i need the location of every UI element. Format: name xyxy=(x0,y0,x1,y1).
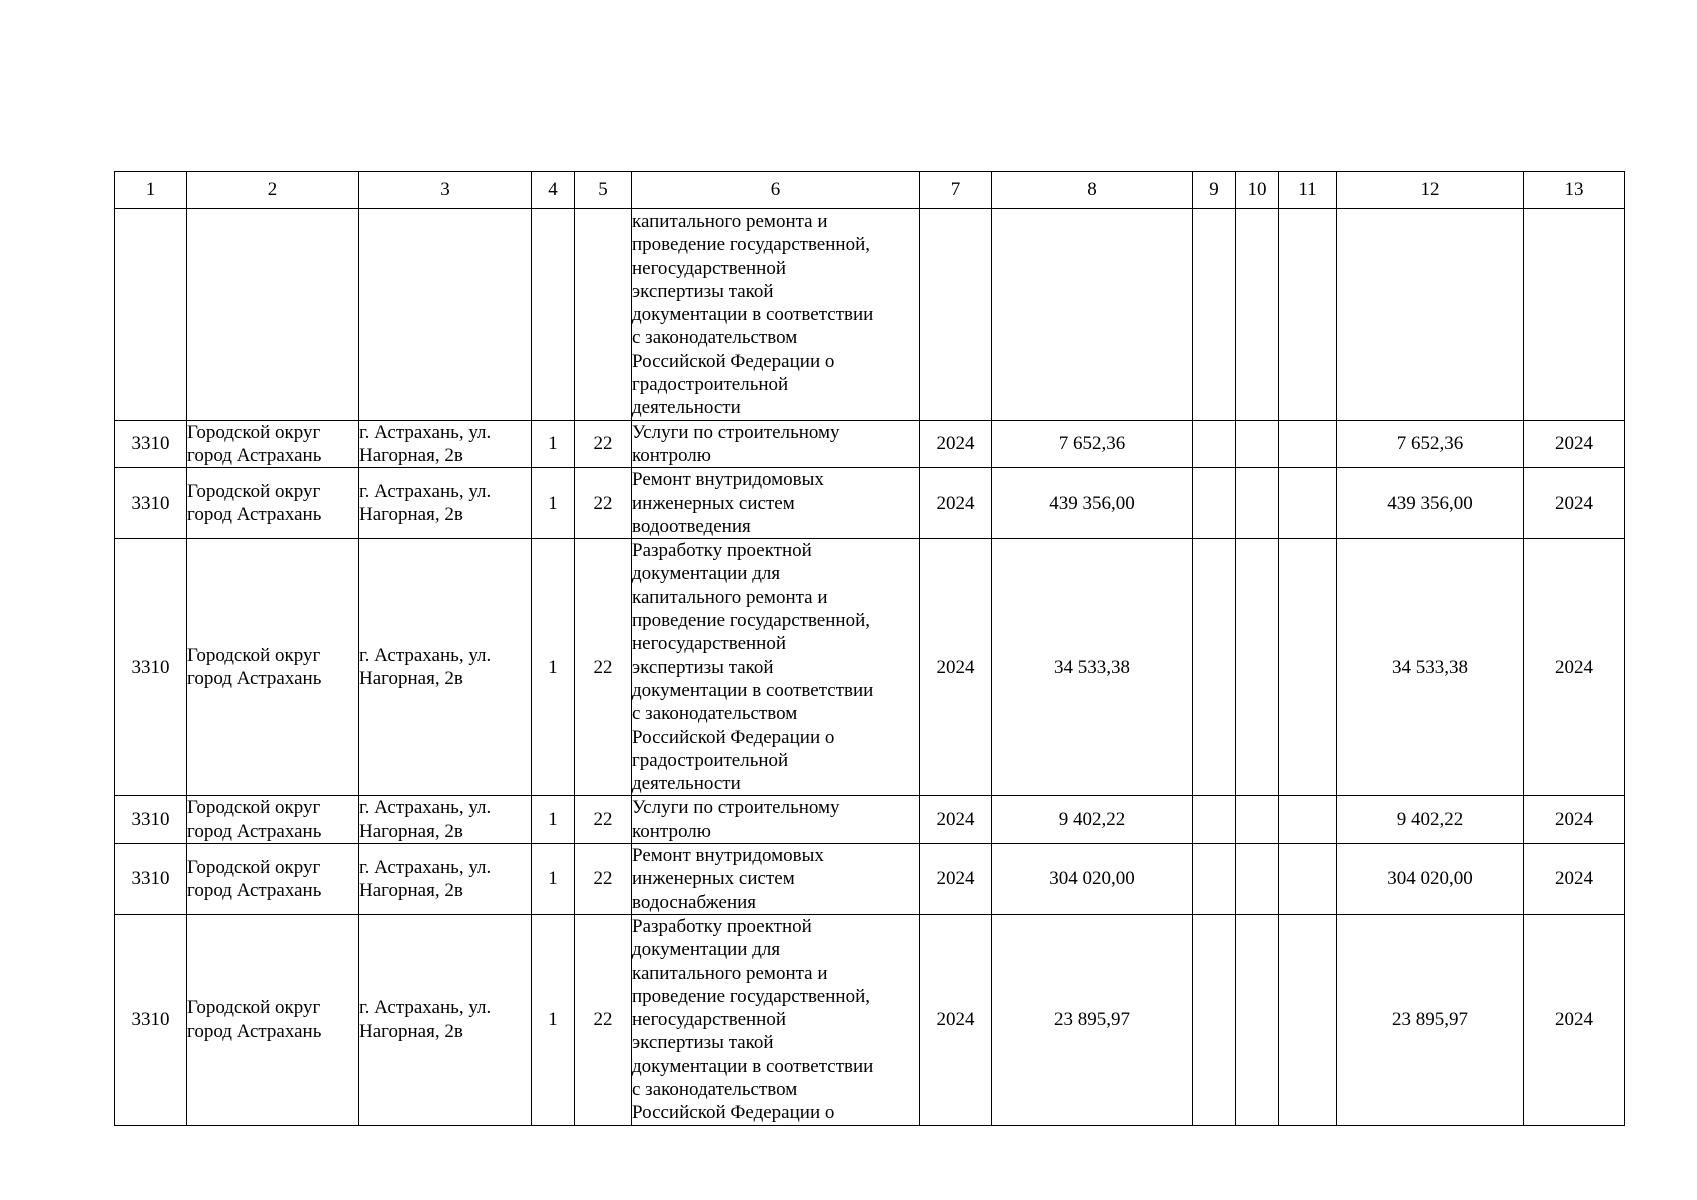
municipality-cell xyxy=(187,914,359,1125)
work-description: Ремонт внутридомовых инженерных систем водоснабжения xyxy=(632,845,824,913)
row-code: 3310 xyxy=(115,796,187,844)
municipality: Городской округ город Астрахань xyxy=(187,797,322,842)
row-code: 3310 xyxy=(115,914,187,1125)
col4-value: 1 xyxy=(532,796,575,844)
cost-total-value: 7 652,36 xyxy=(1337,420,1524,468)
col11-value xyxy=(1279,914,1337,1125)
col5-value: 22 xyxy=(575,420,632,468)
capital-repair-table xyxy=(114,171,1625,1126)
col11-value xyxy=(1279,844,1337,915)
address: г. Астрахань, ул. Нагорная, 2в xyxy=(359,856,492,901)
completion-year-value: 2024 xyxy=(1524,844,1625,915)
empty-cell xyxy=(575,209,632,421)
table-row xyxy=(115,914,1625,1125)
work-description-cell xyxy=(632,420,920,468)
year-value: 2024 xyxy=(920,468,992,539)
col10-value xyxy=(1236,420,1279,468)
cost-total-value: 23 895,97 xyxy=(1337,914,1524,1125)
address-cell xyxy=(359,844,532,915)
work-description: Услуги по строительному контролю xyxy=(632,421,840,466)
work-description: капитального ремонта и проведение государственной, негосударственной экспертизы такой документации в соответствии с законодательством Российской Федерации о градостроительной деятельности xyxy=(632,211,874,419)
address: г. Астрахань, ул. Нагорная, 2в xyxy=(359,997,492,1042)
cost-value: 7 652,36 xyxy=(992,420,1193,468)
col4-value: 1 xyxy=(532,420,575,468)
municipality-cell xyxy=(187,539,359,796)
column-header: 10 xyxy=(1236,172,1279,209)
table-row xyxy=(115,796,1625,844)
municipality: Городской округ город Астрахань xyxy=(187,997,322,1042)
cost-total-value: 34 533,38 xyxy=(1337,539,1524,796)
col10-value xyxy=(1236,539,1279,796)
col9-value xyxy=(1193,796,1236,844)
column-header: 6 xyxy=(632,172,920,209)
col9-value xyxy=(1193,539,1236,796)
year-value: 2024 xyxy=(920,914,992,1125)
work-description-cell xyxy=(632,209,920,421)
cost-value: 439 356,00 xyxy=(992,468,1193,539)
column-header: 1 xyxy=(115,172,187,209)
address-cell xyxy=(359,468,532,539)
empty-cell xyxy=(359,209,532,421)
column-header: 7 xyxy=(920,172,992,209)
empty-cell xyxy=(187,209,359,421)
empty-cell xyxy=(1193,209,1236,421)
col4-value: 1 xyxy=(532,539,575,796)
col10-value xyxy=(1236,468,1279,539)
address: г. Астрахань, ул. Нагорная, 2в xyxy=(359,644,492,690)
column-header: 13 xyxy=(1524,172,1625,209)
cost-total-value: 9 402,22 xyxy=(1337,796,1524,844)
row-code: 3310 xyxy=(115,420,187,468)
municipality: Городской округ город Астрахань xyxy=(187,480,322,526)
column-header: 5 xyxy=(575,172,632,209)
empty-cell xyxy=(115,209,187,421)
col5-value: 22 xyxy=(575,796,632,844)
empty-cell xyxy=(532,209,575,421)
work-description: Разработку проектной документации для капитального ремонта и проведение государственной, негосударственной экспертизы такой документации в соответствии с законодательством Российской Федерации о xyxy=(632,915,874,1124)
col5-value: 22 xyxy=(575,914,632,1125)
column-header: 9 xyxy=(1193,172,1236,209)
municipality: Городской округ город Астрахань xyxy=(187,421,322,466)
col10-value xyxy=(1236,844,1279,915)
continuation-row xyxy=(115,209,1625,421)
address-cell xyxy=(359,539,532,796)
year-value: 2024 xyxy=(920,796,992,844)
table-row xyxy=(115,468,1625,539)
row-code: 3310 xyxy=(115,844,187,915)
completion-year-value: 2024 xyxy=(1524,468,1625,539)
col5-value: 22 xyxy=(575,468,632,539)
year-value: 2024 xyxy=(920,420,992,468)
municipality-cell xyxy=(187,468,359,539)
work-description-cell xyxy=(632,539,920,796)
year-value: 2024 xyxy=(920,539,992,796)
municipality: Городской округ город Астрахань xyxy=(187,644,322,690)
address-cell xyxy=(359,420,532,468)
column-header: 3 xyxy=(359,172,532,209)
col10-value xyxy=(1236,796,1279,844)
work-description-cell xyxy=(632,468,920,539)
cost-value: 23 895,97 xyxy=(992,914,1193,1125)
empty-cell xyxy=(920,209,992,421)
completion-year-value: 2024 xyxy=(1524,420,1625,468)
address-cell xyxy=(359,796,532,844)
completion-year-value: 2024 xyxy=(1524,914,1625,1125)
empty-cell xyxy=(1279,209,1337,421)
col5-value: 22 xyxy=(575,539,632,796)
empty-cell xyxy=(1337,209,1524,421)
address: г. Астрахань, ул. Нагорная, 2в xyxy=(359,421,492,466)
cost-total-value: 439 356,00 xyxy=(1337,468,1524,539)
empty-cell xyxy=(1524,209,1625,421)
col4-value: 1 xyxy=(532,914,575,1125)
col11-value xyxy=(1279,796,1337,844)
work-description: Разработку проектной документации для капитального ремонта и проведение государственной, негосударственной экспертизы такой документации в соответствии с законодательством Российской Федерации о градостроительной деятельности xyxy=(632,540,874,795)
col9-value xyxy=(1193,468,1236,539)
col11-value xyxy=(1279,468,1337,539)
year-value: 2024 xyxy=(920,844,992,915)
table-row xyxy=(115,539,1625,796)
col4-value: 1 xyxy=(532,844,575,915)
municipality-cell xyxy=(187,796,359,844)
cost-value: 9 402,22 xyxy=(992,796,1193,844)
cost-total-value: 304 020,00 xyxy=(1337,844,1524,915)
col11-value xyxy=(1279,539,1337,796)
col9-value xyxy=(1193,914,1236,1125)
work-description: Услуги по строительному контролю xyxy=(632,797,840,842)
municipality: Городской округ город Астрахань xyxy=(187,856,322,901)
address: г. Астрахань, ул. Нагорная, 2в xyxy=(359,480,492,526)
col11-value xyxy=(1279,420,1337,468)
empty-cell xyxy=(1236,209,1279,421)
col4-value: 1 xyxy=(532,468,575,539)
column-header: 12 xyxy=(1337,172,1524,209)
work-description-cell xyxy=(632,914,920,1125)
col9-value xyxy=(1193,844,1236,915)
col5-value: 22 xyxy=(575,844,632,915)
completion-year-value: 2024 xyxy=(1524,796,1625,844)
address: г. Астрахань, ул. Нагорная, 2в xyxy=(359,797,492,842)
empty-cell xyxy=(992,209,1193,421)
column-header: 8 xyxy=(992,172,1193,209)
column-header: 4 xyxy=(532,172,575,209)
address-cell xyxy=(359,914,532,1125)
column-number-header-row xyxy=(115,172,1625,209)
municipality-cell xyxy=(187,420,359,468)
municipality-cell xyxy=(187,844,359,915)
column-header: 11 xyxy=(1279,172,1337,209)
row-code: 3310 xyxy=(115,539,187,796)
cost-value: 34 533,38 xyxy=(992,539,1193,796)
column-header: 2 xyxy=(187,172,359,209)
table-row xyxy=(115,844,1625,915)
col9-value xyxy=(1193,420,1236,468)
completion-year-value: 2024 xyxy=(1524,539,1625,796)
cost-value: 304 020,00 xyxy=(992,844,1193,915)
work-description-cell xyxy=(632,844,920,915)
work-description-cell xyxy=(632,796,920,844)
table-row xyxy=(115,420,1625,468)
row-code: 3310 xyxy=(115,468,187,539)
work-description: Ремонт внутридомовых инженерных систем водоотведения xyxy=(632,469,824,537)
col10-value xyxy=(1236,914,1279,1125)
